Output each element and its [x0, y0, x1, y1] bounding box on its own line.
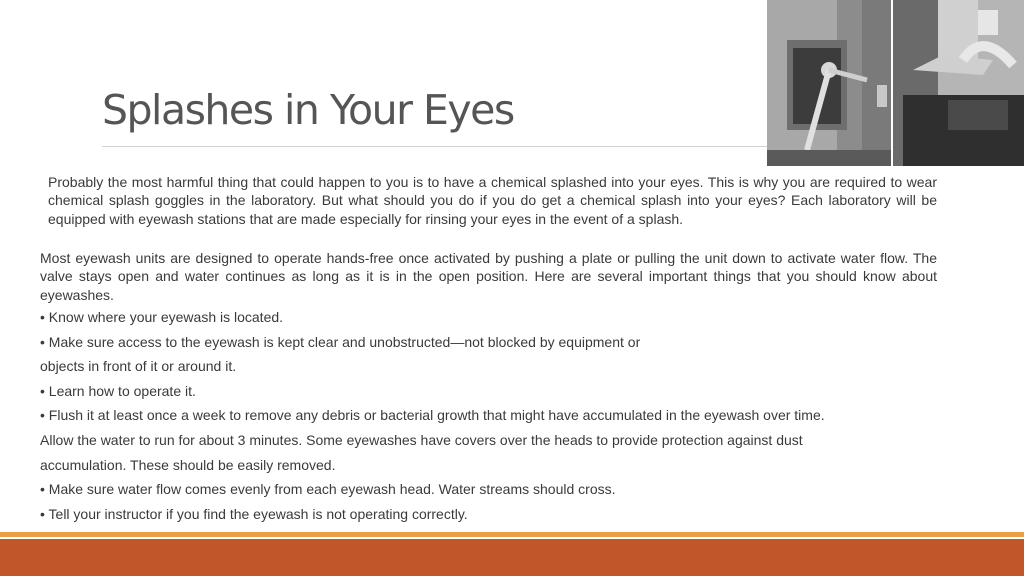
bullet-learn-operate: • Learn how to operate it. [40, 383, 196, 399]
bullet-know-location: • Know where your eyewash is located. [40, 309, 284, 325]
footer-stripe [0, 532, 1024, 537]
bullet-keep-access-clear: • Make sure access to the eyewash is kept clear and unobstructed—not blocked by equipment or [40, 334, 641, 350]
bullet-flush-weekly: • Flush it at least once a week to remove any debris or bacterial growth that might have accumulated in the eyewash over time. [40, 407, 825, 423]
intro-paragraph: Probably the most harmful thing that could happen to you is to have a chemical splashed into your eyes. This is why you are required to wear chemical splash goggles in the laboratory. But what should you do if you do get a chemical splash into your eyes? Each laboratory will be equipped with eyewash stations that are made especially for rinsing your eyes in the event of a splash. [48, 174, 937, 227]
bullet-tell-instructor: • Tell your instructor if you find the eyewash is not operating correctly. [40, 506, 468, 522]
flush-detail-line: Allow the water to run for about 3 minutes. Some eyewashes have covers over the heads to provide protection against dust [40, 432, 803, 448]
slide-title: Splashes in Your Eyes [102, 86, 514, 134]
flush-detail-line-cont: accumulation. These should be easily removed. [40, 457, 336, 473]
title-divider [102, 146, 768, 147]
bullet-keep-access-clear-cont: objects in front of it or around it. [40, 358, 237, 374]
eyewash-operation-paragraph: Most eyewash units are designed to operate hands-free once activated by pushing a plate or pulling the unit down to activate water flow. The valve stays open and water continues as long as it is in the open position. Here are several important things that you should know about eyewashes. [40, 250, 937, 303]
eyewash-photo-left [767, 0, 891, 166]
footer-band [0, 539, 1024, 576]
eyewash-photo-right [893, 0, 1024, 166]
bullet-even-flow: • Make sure water flow comes evenly from each eyewash head. Water streams should cross. [40, 481, 616, 497]
